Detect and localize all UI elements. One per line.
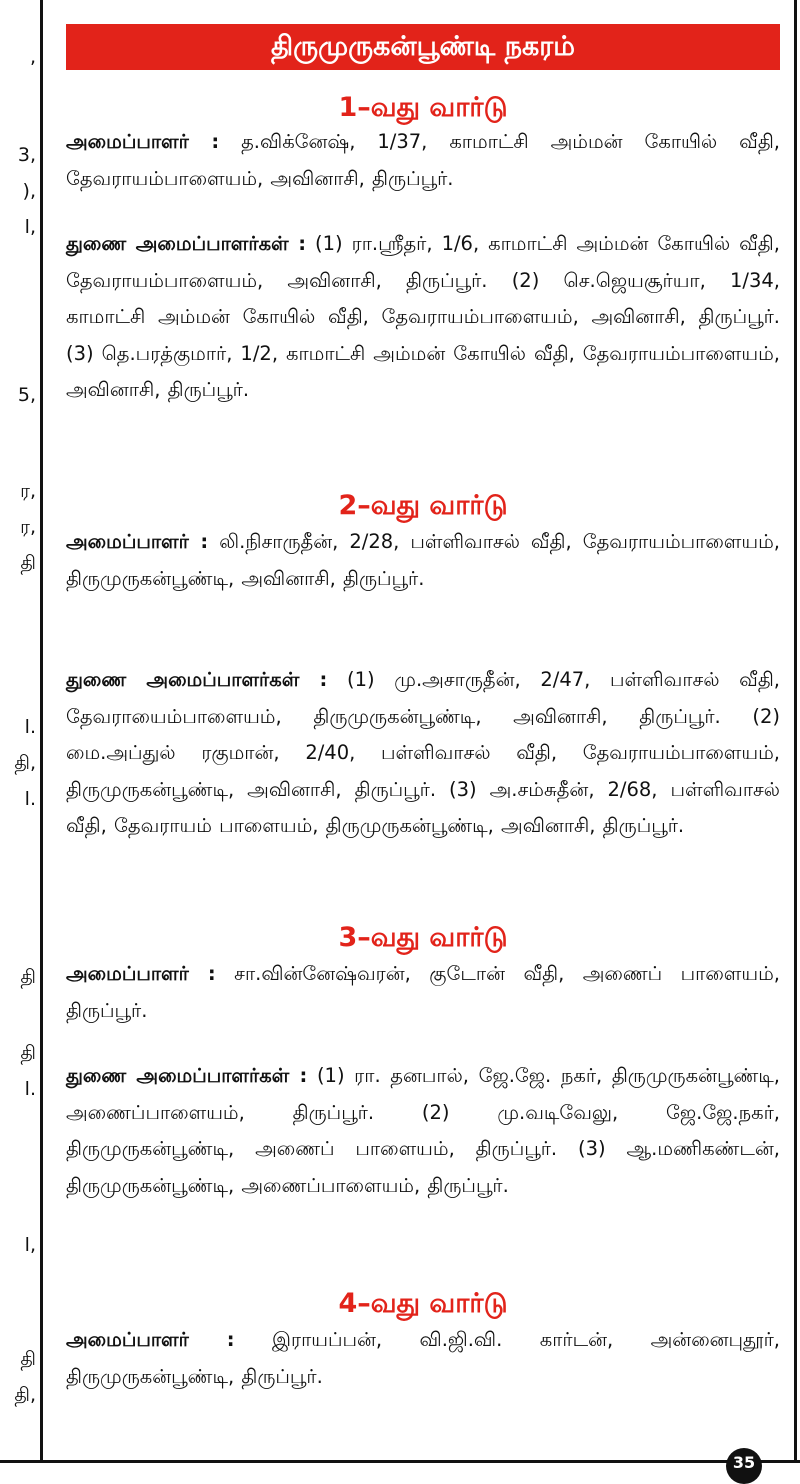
organizer-label: அமைப்பாளர் :: [66, 530, 209, 553]
margin-fragment: தி: [20, 552, 36, 574]
ward-title: 4–வது வார்டு: [338, 1288, 508, 1319]
margin-fragment: 5,: [17, 384, 36, 406]
ward-title: 2–வது வார்டு: [338, 490, 508, 521]
organizer-paragraph: [66, 524, 780, 597]
deputy-label: துணை அமைப்பாளர்கள் :: [66, 1064, 308, 1087]
deputy-text: (1) ரா.ஸ்ரீதர், 1/6, காமாட்சி அம்மன் கோயில் வீதி, தேவராயம்பாளையம், அவினாசி, திருப்பூர். (2) செ.ஜெயசூர்யா, 1/34, காமாட்சி அம்மன் கோயில் வீதி, தேவராயம்பாளையம், அவினாசி, திருப்பூர். (3) தெ.பரத்குமார், 1/2, காமாட்சி அம்மன் கோயில் வீதி, தேவராயம்பாளையம், அவினாசி, திருப்பூர்.: [66, 232, 780, 401]
margin-fragment: தி,: [14, 752, 36, 774]
margin-fragment: ர,: [20, 480, 36, 502]
margin-fragment: l,: [24, 1234, 36, 1256]
organizer-text: இராயப்பன், வி.ஜி.வி. கார்டன், அன்னைபுதூர், திருமுருகன்பூண்டி, திருப்பூர்.: [66, 1328, 780, 1388]
deputy-paragraph: [66, 662, 780, 845]
margin-fragment: l.: [24, 1078, 36, 1100]
margin-fragment: தி: [20, 1042, 36, 1064]
deputy-paragraph: [66, 1058, 780, 1204]
margin-fragment: தி: [20, 966, 36, 988]
margin-fragment: 3,: [17, 144, 36, 166]
margin-fragment: ,: [29, 46, 36, 68]
margin-fragment: l.: [24, 788, 36, 810]
deputy-text: (1) மு.அசாருதீன், 2/47, பள்ளிவாசல் வீதி, தேவராயைம்பாளையம், திருமுருகன்பூண்டி, அவினாசி, திருப்பூர். (2) மை.அப்துல் ரகுமான், 2/40, பள்ளிவாசல் வீதி, தேவராயம்பாளையம், திருமுருகன்பூண்டி, அவினாசி, திருப்பூர். (3) அ.சம்சுதீன், 2/68, பள்ளிவாசல் வீதி, தேவராயம் பாளையம், திருமுருகன்பூண்டி, அவினாசி, திருப்பூர்.: [66, 668, 780, 837]
margin-fragment: ),: [22, 180, 36, 202]
margin-fragment: தி,: [14, 1384, 36, 1406]
deputy-label: துணை அமைப்பாளர்கள் :: [66, 232, 307, 255]
margin-fragment: தி: [20, 1348, 36, 1370]
deputy-paragraph: [66, 226, 780, 409]
organizer-label: அமைப்பாளர் :: [66, 130, 220, 153]
section-banner: திருமுருகன்பூண்டி நகரம்: [66, 24, 780, 70]
page-number-badge: 35: [726, 1448, 762, 1484]
column-divider: [40, 0, 43, 1462]
organizer-paragraph: [66, 956, 780, 1029]
ward-title: 1–வது வார்டு: [338, 92, 508, 123]
organizer-paragraph: [66, 1322, 780, 1395]
page-border-bottom: [0, 1460, 800, 1463]
adjacent-column-fragments: [0, 0, 38, 1473]
deputy-text: (1) ரா. தனபால், ஜே.ஜே. நகர், திருமுருகன்பூண்டி, அணைப்பாளையம், திருப்பூர். (2) மு.வடிவேலு, ஜே.ஜே.நகர், திருமுருகன்பூண்டி, அணைப் பாளையம், திருப்பூர். (3) ஆ.மணிகண்டன், திருமுருகன்பூண்டி, அணைப்பாளையம், திருப்பூர்.: [66, 1064, 781, 1197]
margin-fragment: l,: [24, 216, 36, 238]
organizer-text: சா.வின்னேஷ்வரன், குடோன் வீதி, அணைப் பாளையம், திருப்பூர்.: [66, 962, 781, 1022]
organizer-text: லி.நிசாருதீன், 2/28, பள்ளிவாசல் வீதி, தேவராயம்பாளையம், திருமுருகன்பூண்டி, அவினாசி, திருப்பூர்.: [66, 530, 780, 590]
deputy-label: துணை அமைப்பாளர்கள் :: [66, 668, 328, 691]
page-border-right: [794, 0, 797, 1462]
ward-title: 3–வது வார்டு: [338, 922, 508, 953]
organizer-text: த.விக்னேஷ், 1/37, காமாட்சி அம்மன் கோயில் வீதி, தேவராயம்பாளையம், அவினாசி, திருப்பூர்.: [66, 130, 781, 190]
organizer-label: அமைப்பாளர் :: [66, 962, 216, 985]
organizer-paragraph: [66, 124, 780, 197]
organizer-label: அமைப்பாளர் :: [66, 1328, 235, 1351]
margin-fragment: l.: [24, 716, 36, 738]
margin-fragment: ர,: [20, 516, 36, 538]
